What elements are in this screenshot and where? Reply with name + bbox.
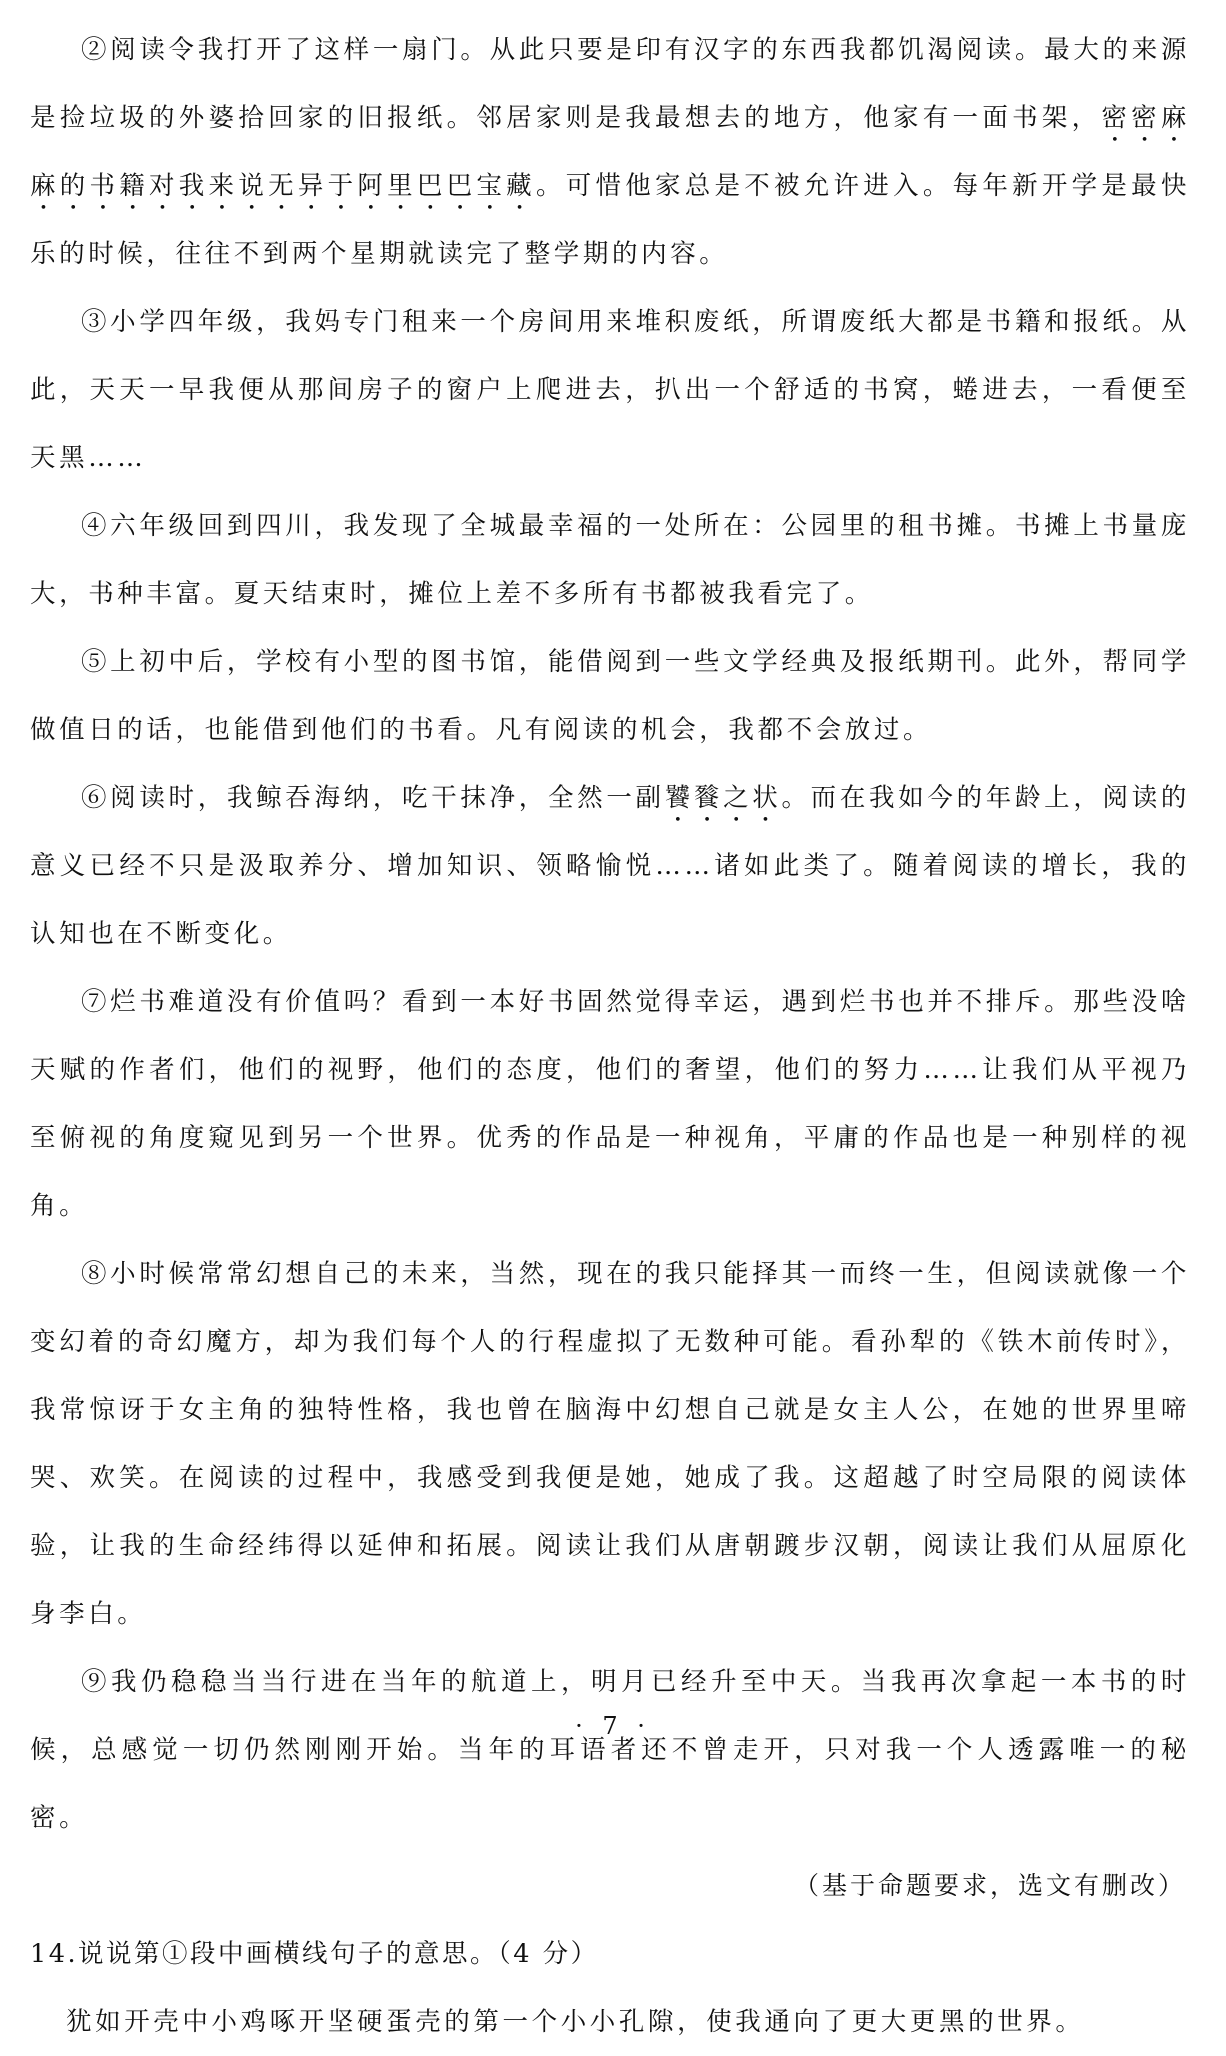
paragraph-p3 (30, 288, 1190, 492)
paragraph-text: ⑧小时候常常幻想自己的未来，当然，现在的我只能择其一而终一生，但阅读就像一个变幻着的奇幻魔方，却为我们每个人的行程虚拟了无数种可能。看孙犁的《铁木前传时》，我常惊讶于女主角的独特性格，我也曾在脑海中幻想自己就是女主人公，在她的世界里啼哭、欢笑。在阅读的过程中，我感受到我便是她，她成了我。这超越了时空局限的阅读体验，让我的生命经纬得以延伸和拓展。阅读让我们从唐朝踱步汉朝，阅读让我们从屈原化身李白。 (30, 1259, 1190, 1629)
paragraph-text: ④六年级回到四川，我发现了全城最幸福的一处所在：公园里的租书摊。书摊上书量庞大，书种丰富。夏天结束时，摊位上差不多所有书都被我看完了。 (30, 511, 1190, 609)
paragraph-p4 (30, 492, 1190, 628)
emphasized-phrase: 饕餮之状 (664, 783, 782, 813)
paragraph-text: 。而在我如今的年龄上，阅读的意义已经不只是汲取养分、增加知识、领略愉悦……诸如此类了。随着阅读的增长，我的认知也在不断变化。 (30, 783, 1190, 949)
article-body (30, 16, 1190, 1852)
paragraph-text: ⑨我仍稳稳当当行进在当年的航道上，明月已经升至中天。当我再次拿起一本书的时候，总感觉一切仍然刚刚开始。当年的耳语者还不曾走开，只对我一个人透露唯一的秘密。 (30, 1667, 1190, 1833)
paragraph-p2 (30, 16, 1190, 288)
emphasized-phrase: 密密麻麻的书籍对我来说无异于阿里巴巴宝藏 (30, 103, 1190, 201)
paragraph-text: ⑤上初中后，学校有小型的图书馆，能借阅到一些文学经典及报纸期刊。此外，帮同学做值日的话，也能借到他们的书看。凡有阅读的机会，我都不会放过。 (30, 647, 1190, 745)
paragraph-p7 (30, 968, 1190, 1240)
paragraph-p6 (30, 764, 1190, 968)
answer-14: 犹如开壳中小鸡啄开坚硬蛋壳的第一个小小孔隙，使我通向了更大更黑的世界。 (66, 2007, 1085, 2037)
paragraph-text: ⑥阅读时，我鲸吞海纳，吃干抹净，全然一副 (81, 783, 665, 813)
paragraph-p5 (30, 628, 1190, 764)
paragraph-text: 。可惜他家总是不被允许进入。每年新开学是最快乐的时候，往往不到两个星期就读完了整学期的内容。 (30, 171, 1191, 269)
paragraph-p8 (30, 1240, 1190, 1648)
paragraph-text: ⑦烂书难道没有价值吗？看到一本好书固然觉得幸运，遇到烂书也并不排斥。那些没啥天赋的作者们，他们的视野，他们的态度，他们的奢望，他们的努力……让我们从平视乃至俯视的角度窥见到另一个世界。优秀的作品是一种视角，平庸的作品也是一种别样的视角。 (30, 987, 1190, 1221)
paragraph-text: ②阅读令我打开了这样一扇门。从此只要是印有汉字的东西我都饥渴阅读。最大的来源是捡垃圾的外婆拾回家的旧报纸。邻居家则是我最想去的地方，他家有一面书架， (30, 35, 1190, 133)
source-note: （基于命题要求，选文有删改） (793, 1871, 1186, 1900)
question-14: 14.说说第①段中画横线句子的意思。（4 分） (30, 1939, 599, 1969)
paragraph-p9 (30, 1648, 1190, 1852)
page-number: · 7 · (575, 1712, 651, 1740)
paragraph-text: ③小学四年级，我妈专门租来一个房间用来堆积废纸，所谓废纸大都是书籍和报纸。从此，天天一早我便从那间房子的窗户上爬进去，扒出一个舒适的书窝，蜷进去，一看便至天黑…… (30, 307, 1190, 473)
